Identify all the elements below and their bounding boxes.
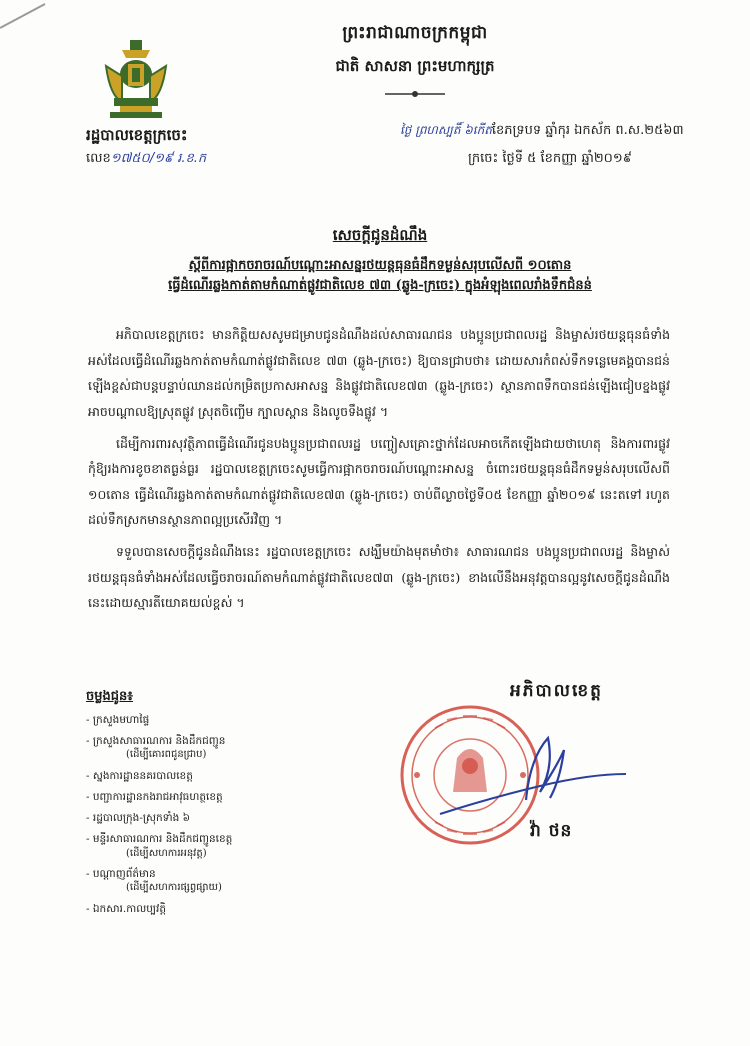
subject xyxy=(110,256,650,296)
signer-title: អភិបាលខេត្ត xyxy=(510,681,603,701)
lunar-date-handwritten: ថ្ងៃ ព្រហស្បតិ៍ ៦កើត xyxy=(400,123,492,137)
recipient-item xyxy=(86,902,316,916)
recipient-note: (ដើម្បីសហការផ្សព្វផ្សាយ) xyxy=(126,882,222,894)
solar-date: ក្រចេះ ថ្ងៃទី ៥ ខែកញ្ញា ឆ្នាំ២០១៩ xyxy=(468,151,632,166)
subject-line-2: ធ្វើដំណើរឆ្លងកាត់តាមកំណាត់ផ្លូវជាតិលេខ ៧៣ (ឆ្លូង-ក្រចេះ) ក្នុងអំឡុងពេលរាំងទឹកជំនន់ xyxy=(168,278,592,294)
body-paragraph-1: អភិបាលខេត្តក្រចេះ មានកិត្តិយសសូមជម្រាបជូនដំណឹងដល់សាធារណជន បងប្អូនប្រជាពលរដ្ឋ និងម្ចាស់រថយន្តធុនធំទាំងអស់ដែលធ្វើដំណើរឆ្លងកាត់តាមកំណាត់ផ្លូវជាតិលេខ ៧៣ (ឆ្លូង-ក្រចេះ) ឱ្យបានជ្រាបថា៖ ដោយសារកំពស់ទឹកទន្លេមេគង្គបានជន់ឡើងខ្ពស់ជាបន្តបន្ទាប់ឈានដល់កម្រិតប្រកាសអាសន្ន និងផ្លូវជាតិលេខ៧៣ (ឆ្លូង-ក្រចេះ) ស្ថានភាពទឹកបានជន់ឡើងជៀបខ្នងផ្លូវ អាចបណ្ដាលឱ្យស្រុតផ្លូវ ស្រុតចិញ្ចើម ក្បាលស្ពាន និងលូចទឹងផ្លូវ ។ xyxy=(88,327,670,419)
body-paragraph-2: ដើម្បីការពារសុវត្ថិភាពធ្វើដំណើរជូនបងប្អូនប្រជាពលរដ្ឋ បញ្ចៀសគ្រោះថ្នាក់ដែលអាចកើតឡើងជាយថាហេតុ និងការពារផ្លូវកុំឱ្យរងការខូចខាតធ្ងន់ធ្ងរ រដ្ឋបាលខេត្តក្រចេះសូមធ្វើការផ្អាកចរាចរណ៍បណ្ដោះអាសន្ន ចំពោះរថយន្តធុនធំដឹកទម្ងន់សរុបលើសពី ១០តោន ធ្វើដំណើរឆ្លងកាត់តាមកំណាត់ផ្លូវជាតិលេខ៧៣ (ឆ្លូង-ក្រចេះ) ចាប់ពីល្ងាចថ្ងៃទី០៥ ខែកញ្ញា ឆ្នាំ២០១៩ នេះតទៅ រហូតដល់ទឹកស្រកមានស្ថានភាពល្អប្រសើរវិញ ។ xyxy=(88,435,670,528)
title-block xyxy=(110,226,650,296)
kingdom-emblem-icon xyxy=(100,36,172,120)
recipient-text: - ក្រសួងមហាផ្ទៃ xyxy=(86,714,150,726)
copy-recipients xyxy=(86,688,316,923)
recipients-list xyxy=(86,713,316,916)
ref-suffix: /១៩ រ.ខ.ក xyxy=(149,151,207,166)
document-title: សេចក្ដីជូនដំណឹង xyxy=(332,226,428,244)
ref-label: លេខ xyxy=(86,151,111,166)
issuing-authority: រដ្ឋបាលខេត្តក្រចេះ xyxy=(86,126,188,144)
recipient-text: - ស្នងការដ្ឋាននគរបាលខេត្ត xyxy=(86,769,193,782)
reference-number xyxy=(86,150,206,169)
recipient-item xyxy=(86,790,316,804)
recipient-item xyxy=(86,769,316,783)
recipient-text: - ក្រសួងសាធារណការ និងដឹកជញ្ជូន xyxy=(86,735,226,748)
ref-number: ១៧៥០ xyxy=(110,151,150,166)
subject-line-1: ស្ដីពីការផ្អាកចរាចរណ៍បណ្ដោះអាសន្នរថយន្តធុនធំដឹកទម្ងន់សរុបលើសពី ១០តោន xyxy=(188,258,572,273)
body-paragraph-3: ទទួលបានសេចក្ដីជូនដំណឹងនេះ រដ្ឋបាលខេត្តក្រចេះ សង្ឃឹមយ៉ាងមុតមាំថា៖ សាធារណជន បងប្អូនប្រជាពលរដ្ឋ និងម្ចាស់រថយន្តធុនធំទាំងអស់ដែលធ្វើចរាចរណ៍តាមកំណាត់ផ្លូវជាតិលេខ៧៣ (ឆ្លូង-ក្រចេះ) ខាងលើនឹងអនុវត្តបានល្អនូវសេចក្ដីជូនដំណឹងនេះដោយស្មារតីយោគយល់ខ្ពស់ ។ xyxy=(88,544,670,611)
lunar-date xyxy=(400,122,684,141)
recipients-header: ចម្លងជូន៖ xyxy=(86,689,133,704)
recipient-text: - ឯកសារ.កាលប្បវត្តិ xyxy=(86,902,167,915)
ornament-divider xyxy=(385,89,445,99)
recipient-text: - បណ្ដាញព័ត៌មាន xyxy=(86,868,156,881)
kingdom-header xyxy=(290,22,540,103)
handwritten-signature xyxy=(430,728,630,828)
signer-name: វ៉ា ថន xyxy=(530,821,573,841)
recipient-note: (ដើម្បីសហការអនុវត្ត) xyxy=(126,847,207,859)
recipient-item xyxy=(86,832,316,860)
document-body xyxy=(88,322,670,622)
recipient-item xyxy=(86,867,316,895)
kingdom-name: ព្រះរាជាណាចក្រកម្ពុជា xyxy=(342,23,488,43)
recipient-text: - បញ្ជាការដ្ឋានកងរាជអាវុធហត្ថខេត្ត xyxy=(86,791,223,804)
recipient-text: - រដ្ឋបាលក្រុង-ស្រុកទាំង ៦ xyxy=(86,812,191,825)
recipient-note: (ដើម្បីគោរពជូនជ្រាប) xyxy=(126,749,207,761)
lunar-date-printed: ខែភទ្របទ ឆ្នាំកុរ ឯកស័ក ព.ស.២៥៦៣ xyxy=(491,123,684,138)
folded-corner-mark xyxy=(0,0,80,40)
recipient-item xyxy=(86,734,316,762)
recipient-text: - មន្ទីរសាធារណការ និងដឹកជញ្ជូនខេត្ត xyxy=(86,833,233,846)
recipient-item xyxy=(86,811,316,825)
recipient-item xyxy=(86,713,316,727)
national-motto: ជាតិ សាសនា ព្រះមហាក្សត្រ xyxy=(335,57,495,75)
